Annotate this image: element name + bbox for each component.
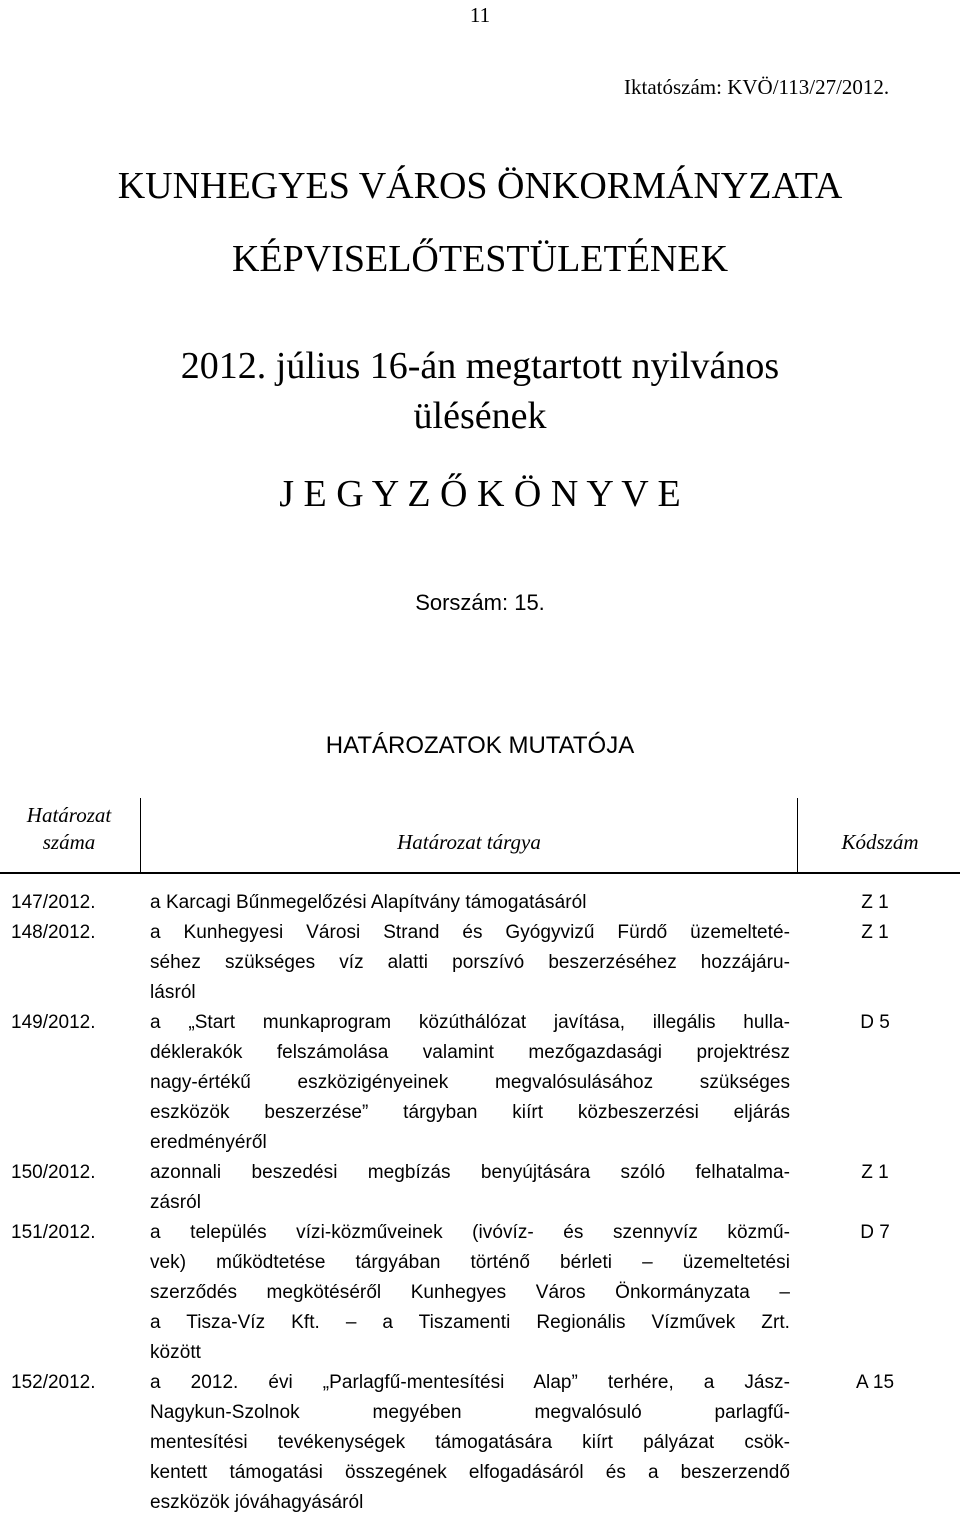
resolution-number: 151/2012. [11, 1222, 96, 1243]
resolution-number: 149/2012. [11, 1012, 96, 1033]
title-minutes: J E G Y Z Ő K Ö N Y V E [279, 473, 681, 515]
resolution-code: Z 1 [861, 1162, 889, 1183]
resolution-subject-line: mentesítési tevékenységek támogatására kiírt pályázat csök- [150, 1432, 790, 1453]
resolution-subject-line: a Kunhegyesi Városi Strand és Gyógyvizű Fürdő üzemelteté- [150, 922, 790, 943]
resolution-index-title: HATÁROZATOK MUTATÓJA [325, 732, 635, 759]
title-municipality: KUNHEGYES VÁROS ÖNKORMÁNYZATA [117, 165, 843, 207]
resolution-subject-line: eredményéről [150, 1132, 267, 1153]
header-number [0, 798, 138, 872]
resolution-subject-line: szerződés megkötéséről Kunhegyes Város Önkormányzata – [150, 1282, 790, 1303]
serial-number: Sorszám: 15. [415, 590, 545, 615]
table-row [0, 1218, 960, 1368]
header-subject: Határozat tárgya [140, 798, 798, 872]
resolution-subject [150, 1008, 790, 1158]
resolution-subject [150, 888, 790, 918]
resolution-subject-line: azonnali beszedési megbízás benyújtására szóló felhatalma- [150, 1162, 790, 1183]
resolution-subject-line: lásról [150, 982, 196, 1003]
table-row [0, 1368, 960, 1518]
table-row [0, 1008, 960, 1158]
resolution-subject-line: között [150, 1342, 201, 1363]
title-council: KÉPVISELŐTESTÜLETÉNEK [231, 238, 729, 280]
file-number: Iktatószám: KVÖ/113/27/2012. [624, 75, 890, 99]
page-number: 11 [469, 3, 491, 27]
table-row [0, 888, 960, 918]
resolution-code: D 7 [860, 1222, 890, 1243]
title-meeting: ülésének [413, 395, 547, 437]
resolution-subject-line: a Tisza-Víz Kft. – a Tiszamenti Regionális Vízművek Zrt. [150, 1312, 790, 1333]
header-number-line1: Határozat [26, 803, 112, 827]
resolution-code: Z 1 [861, 892, 889, 913]
resolution-subject-line: kentett támogatási összegének elfogadásáról és a beszerzendő [150, 1462, 790, 1483]
header-code: Kódszám [841, 830, 919, 854]
resolution-subject-line: a Karcagi Bűnmegelőzési Alapítvány támogatásáról [150, 892, 587, 913]
resolution-subject-line: eszközök jóváhagyásáról [150, 1492, 364, 1513]
resolution-subject [150, 1158, 790, 1218]
resolution-subject [150, 1368, 790, 1518]
resolution-code: D 5 [860, 1012, 890, 1033]
resolution-subject-line: a település vízi-közműveinek (ivóvíz- és szennyvíz közmű- [150, 1222, 790, 1243]
resolution-subject-line: a „Start munkaprogram közúthálózat javítása, illegális hulla- [150, 1012, 790, 1033]
resolution-subject-line: zásról [150, 1192, 201, 1213]
resolution-number: 147/2012. [11, 892, 96, 913]
table-header [0, 798, 960, 872]
resolution-subject-line: eszközök beszerzése” tárgyban kiírt közbeszerzési eljárás [150, 1102, 790, 1123]
resolution-subject-line: nagy-értékű eszközigényeinek megvalósulásához szükséges [150, 1072, 790, 1093]
header-number-line2: száma [42, 830, 96, 854]
table-row [0, 1158, 960, 1218]
resolution-subject [150, 1218, 790, 1368]
resolution-table-body [0, 888, 960, 1518]
resolution-subject-line: Nagykun-Szolnok megyében megvalósuló parlagfű- [150, 1402, 790, 1423]
resolution-code: Z 1 [861, 922, 889, 943]
resolution-number: 152/2012. [11, 1372, 96, 1393]
resolution-number: 148/2012. [11, 922, 96, 943]
header-divider [0, 872, 960, 874]
resolution-subject-line: séhez szükséges víz alatti porszívó beszerzéséhez hozzájáru- [150, 952, 790, 973]
resolution-subject-line: a 2012. évi „Parlagfű-mentesítési Alap” terhére, a Jász- [150, 1372, 790, 1393]
title-meeting-date: 2012. július 16-án megtartott nyilvános [180, 345, 780, 387]
resolution-number: 150/2012. [11, 1162, 96, 1183]
resolution-code: A 15 [855, 1372, 895, 1393]
table-row [0, 918, 960, 1008]
resolution-subject-line: vek) működtetése tárgyában történő bérleti – üzemeltetési [150, 1252, 790, 1273]
resolution-subject [150, 918, 790, 1008]
resolution-subject-line: déklerakók felszámolása valamint mezőgazdasági projektrész [150, 1042, 790, 1063]
